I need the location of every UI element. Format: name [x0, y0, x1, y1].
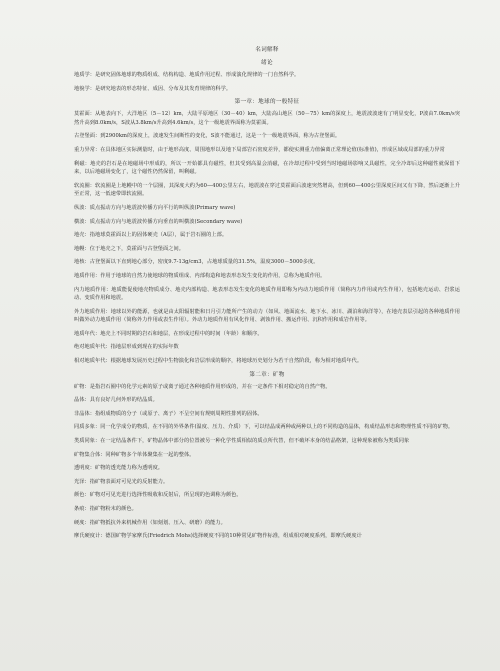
paragraph: 类质同象：在一定结晶条件下，矿物晶体中部分的位置被另一种化学性质相似的质点所代替，但不破坏本身的结晶格架，这种现象被称为类质同象 — [74, 438, 410, 445]
paragraph: 内力地质作用：地质能促使地壳物质成分、地壳内部构造、地表形态发生变化的地质作用即称为内动力地质作用（简称内力作用或内生作用），包括地壳运动、岩浆运动、变质作用和地震。 — [74, 286, 460, 302]
paragraph: 地质学：是研究固体地球的物质组成、结构构造、地质作用过程、形成演化规律的一门自然科学。 — [74, 72, 300, 78]
paragraph: 光泽：指矿物表面对可见光的反射能力。 — [74, 478, 169, 485]
document-title: 名词解释 — [255, 47, 279, 53]
section-title: 第二章：矿物 — [249, 371, 285, 378]
section-chapter-2 — [74, 371, 460, 541]
paragraph: 条痕：指矿物粉末的颜色。 — [74, 506, 137, 512]
paragraph: 硬度：指矿物抵抗外来机械作用（如刻划、压入、研磨）的能力。 — [74, 519, 226, 526]
paragraph: 晶体：具有良好几何外形的结晶质。 — [74, 397, 158, 404]
paragraph: 摩氏硬度计：德国矿物学家摩氏(Friedrich Mohs)选择硬度不同的10种常见矿物作标准，组成相对硬度系列，即摩氏硬度计 — [74, 533, 362, 540]
section-title: 第一章：地球的一般特征 — [234, 99, 300, 106]
paragraph: 地貌学：是研究地表的形态特征、成因、分布及其发育规律的科学。 — [74, 85, 232, 92]
section-intro — [74, 59, 460, 93]
paragraph: 软流圈：软流圈是上地幔中的一个层圈，其深度大约为60—400公里左右，地震波在穿过莫霍面后波速突然增高，但到60—400公里深度区间又有下降，然后逐渐上升至正常，这一低速带即软流圈。 — [74, 182, 460, 198]
paragraph: 莫霍面：从地表向下，大洋地区（5－12）km，大陆平原地区（30－40）km，大陆高山地区（50－75）km的深度上，地震波波速有了明显变化，P波由7.0km/s突然升高到8.0km/s，S波从3.8km/s升高到4.6km/s，这个一级地震界面称为莫霍面。 — [74, 111, 460, 126]
paragraph: 地质作用：作用于地球的自然力使地球的物质组成、内部构造和地表形态发生变化的作用，总称为地质作用。 — [74, 272, 326, 279]
paragraph: 绝对地质年代：指地层形成到现在的实际年数 — [74, 344, 179, 351]
paragraph: 矿物集合体：同种矿物多个单体聚集在一起的整体。 — [74, 451, 195, 458]
section-chapter-1 — [74, 98, 460, 365]
paragraph: 外力地质作用：地球以外的能源，也就是由太阳辐射能和日月引力能所产生的动力（如风、地面流水、地下水、冰川、湖泊和海洋等），在地壳表层引起的各种地质作用叫做外动力地质作用（简称外力作用或表生作用）。外动力地质作用有风化作用、剥蚀作用、搬运作用、沉积作用和成岩作用等。 — [74, 308, 460, 324]
paragraph: 地幔：位于地壳之下，莫霍面与古登堡面之间。 — [74, 245, 184, 252]
paragraph: 非晶体：指组成物质的分子（或原子、离子）不呈空间有规则周期性排列的固体。 — [74, 410, 263, 417]
paragraph: 矿物：是指岩石圈中的化学元素的原子或离子通过各种地质作用形成的，并在一定条件下相对稳定的自然产物。 — [74, 383, 331, 390]
paragraph: 纵波：质点振动方向与地震波传播方向平行的叫纵波(Primary wave) — [74, 204, 236, 211]
paragraph: 颜色：矿物对可见光进行选择性吸收和反射后，所呈现的色调称为颜色。 — [74, 492, 242, 499]
paragraph: 透明度：矿物的透光能力称为透明度。 — [74, 465, 164, 472]
paragraph: 地壳：指地球莫霍面以上的固体硬壳（A层），属于岩石圈的上部。 — [74, 232, 228, 239]
paragraph: 横波：质点振动方向与地震波传播方向垂直的叫横波(Secondary wave) — [74, 218, 243, 225]
section-title: 绪论 — [261, 60, 273, 66]
paragraph: 剩磁：地壳的岩石是在地磁场中形成的，所以一开始都具有磁性，但其受到高温会消磁，在冷却过程中受到当时地磁场影响又具磁性，完全冷却后这种磁性就保留下来，以后地磁场变化了，这个磁性仍然保留，叫剩磁。 — [74, 160, 460, 176]
paragraph: 重力异常：在具体地区实际测量时，由于地形高度、周围地形以及地下局部岩石密度差异，都使实测重力值偏离正常理论值(标准值)，形成区域或局部的重力异常 — [74, 146, 445, 153]
paragraph: 地质年代：地壳上不同时期的岩石和地层，在形成过程中的时间（年龄）和顺序。 — [74, 330, 263, 337]
paragraph: 相对地质年代：根据地球发展历史过程中生物演化和岩层形成的顺序，将地球历史划分为若干自然阶段，称为相对地质年代。 — [74, 358, 363, 365]
paragraph: 古登堡面：到2900km的深度上，波速发生间断性的变化，S波不能通过，这是一个一级地震界面，称为古登堡面。 — [74, 133, 341, 140]
paragraph: 地核：古登堡面以下直到地心部分，密度9.7-13g/cm3，占地球质量的31.5%，温度3000－5000多度。 — [74, 259, 319, 266]
paragraph: 同质多象：同一化学成分的物质，在不同的外界条件(温度、压力、介质）下，可以结晶成两种或两种以上的不同构造的晶体，构成结晶形态和物理性质不同的矿物。 — [74, 424, 454, 431]
